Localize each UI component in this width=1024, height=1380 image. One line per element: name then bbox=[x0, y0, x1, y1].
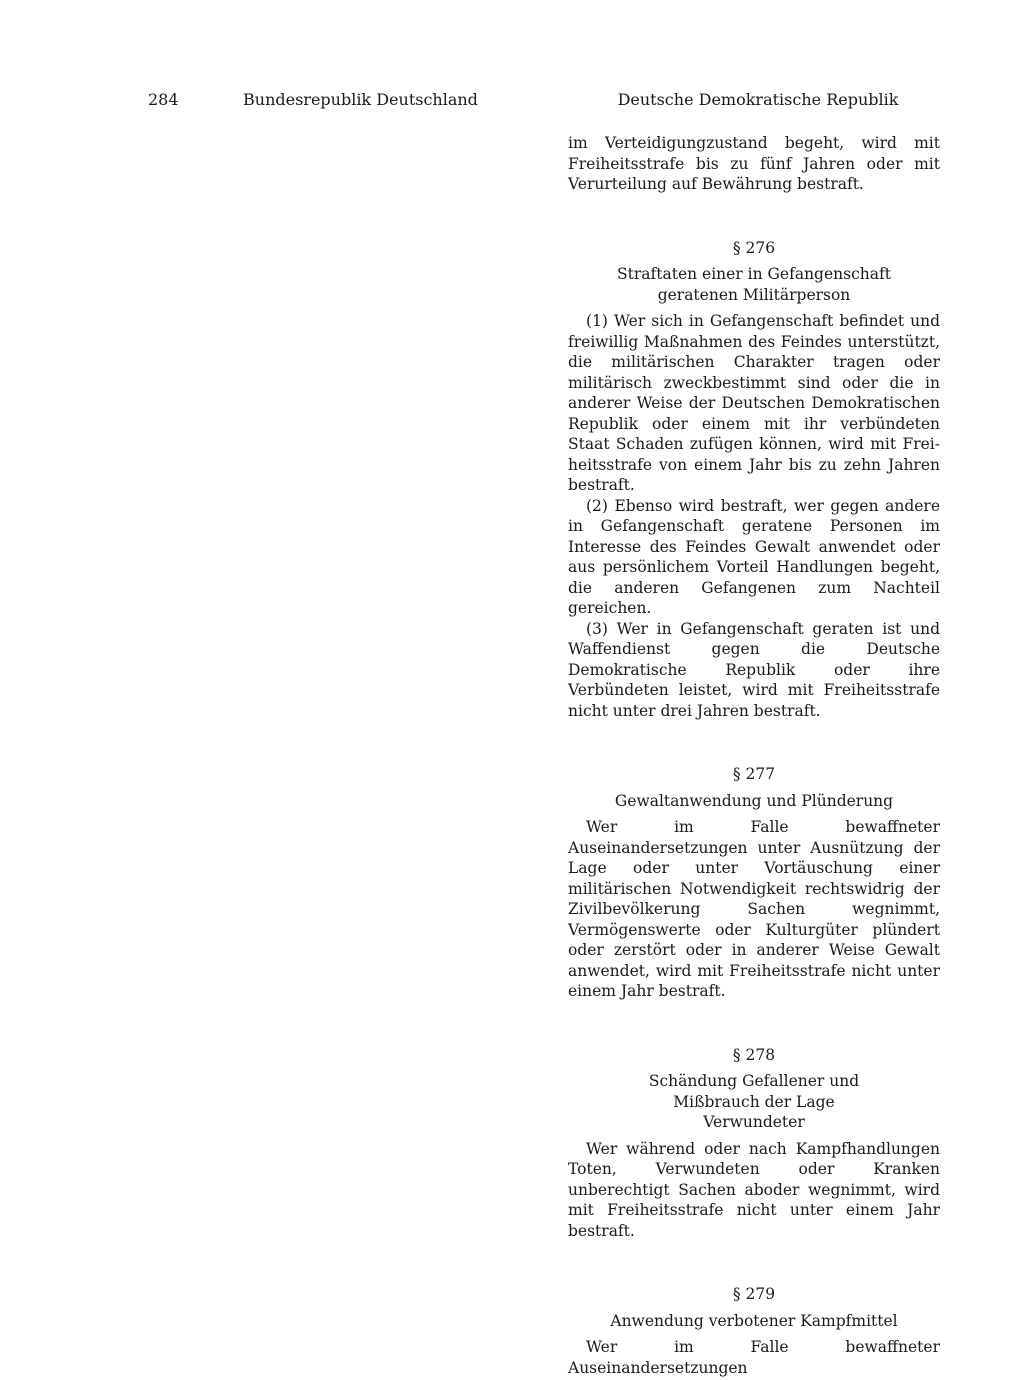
section-title: Gewaltanwendung und Plünderung bbox=[614, 791, 894, 810]
section-number: § 277 bbox=[732, 765, 776, 783]
running-header-left: Bundesrepublik Deutschland bbox=[243, 90, 478, 109]
section-number: § 279 bbox=[732, 1285, 776, 1303]
section-number: § 276 bbox=[732, 238, 776, 257]
paragraph: (1) Wer sich in Gefangenschaft befindet und freiwillig Maßnahmen des Feindes unterstützt, die militärischen Charakter tragen oder militärisch zweckbestimmt sind oder die in anderer Weise der Deutschen Demokratischen Republik oder einem mit ihr verbündeten Staat Schaden zufügen können, wird mit Freiheitsstrafe von einem Jahr bis zu zehn Jahren bestraft. bbox=[568, 312, 940, 494]
section-title: Straftaten einer in Gefangenschaft geratenen Militärperson bbox=[617, 265, 891, 304]
paragraph: Wer im Falle bewaffneter Auseinandersetzungen unter Ausnützung der Lage oder unter Vortäuschung einer militärischen Notwendigkeit rechtswidrig der Zivilbevölkerung Sachen wegnimmt, Vermögenswerte oder Kulturgüter plündert oder zerstört oder in anderer Weise Gewalt anwendet, wird mit Freiheitsstrafe nicht unter einem Jahr bestraft. bbox=[568, 818, 940, 1000]
paragraph: (2) Ebenso wird bestraft, wer gegen andere in Gefangenschaft geratene Personen im Interesse des Feindes Gewalt anwendet oder aus persönlichem Vorteil Handlungen begeht, die anderen Gefangenen zum Nachteil gereichen. bbox=[568, 496, 940, 617]
paragraph: (3) Wer in Gefangenschaft geraten ist und Waffendienst gegen die Deutsche Demokratische Republik oder ihre Verbündeten leistet, wird mit Freiheitsstrafe nicht unter drei Jahren bestraft. bbox=[568, 619, 940, 720]
section-number: § 278 bbox=[732, 1045, 776, 1064]
page-number: 284 bbox=[148, 90, 179, 109]
paragraph: Wer im Falle bewaffneter Auseinandersetzungen bbox=[568, 1338, 940, 1377]
paragraph: Wer während oder nach Kampfhandlungen Toten, Verwundeten oder Kranken unberechtigt Sachen aboder wegnimmt, wird mit Freiheitsstrafe nicht unter einem Jahr bestraft. bbox=[568, 1139, 940, 1240]
running-header-right: Deutsche Demokratische Republik bbox=[617, 90, 899, 109]
text-column-right bbox=[568, 133, 940, 1378]
intro-paragraph: im Verteidigungzustand begeht, wird mit Freiheitsstrafe bis zu fünf Jahren oder mit Verurteilung auf Bewährung bestraft. bbox=[568, 134, 940, 193]
section-title: Schändung Gefallener und Mißbrauch der Lage Verwundeter bbox=[648, 1072, 860, 1131]
section-278 bbox=[568, 1045, 940, 1242]
section-276 bbox=[568, 238, 940, 722]
section-279 bbox=[568, 1284, 940, 1378]
section-title: Anwendung verbotener Kampfmittel bbox=[610, 1311, 898, 1330]
section-277 bbox=[568, 764, 940, 1002]
